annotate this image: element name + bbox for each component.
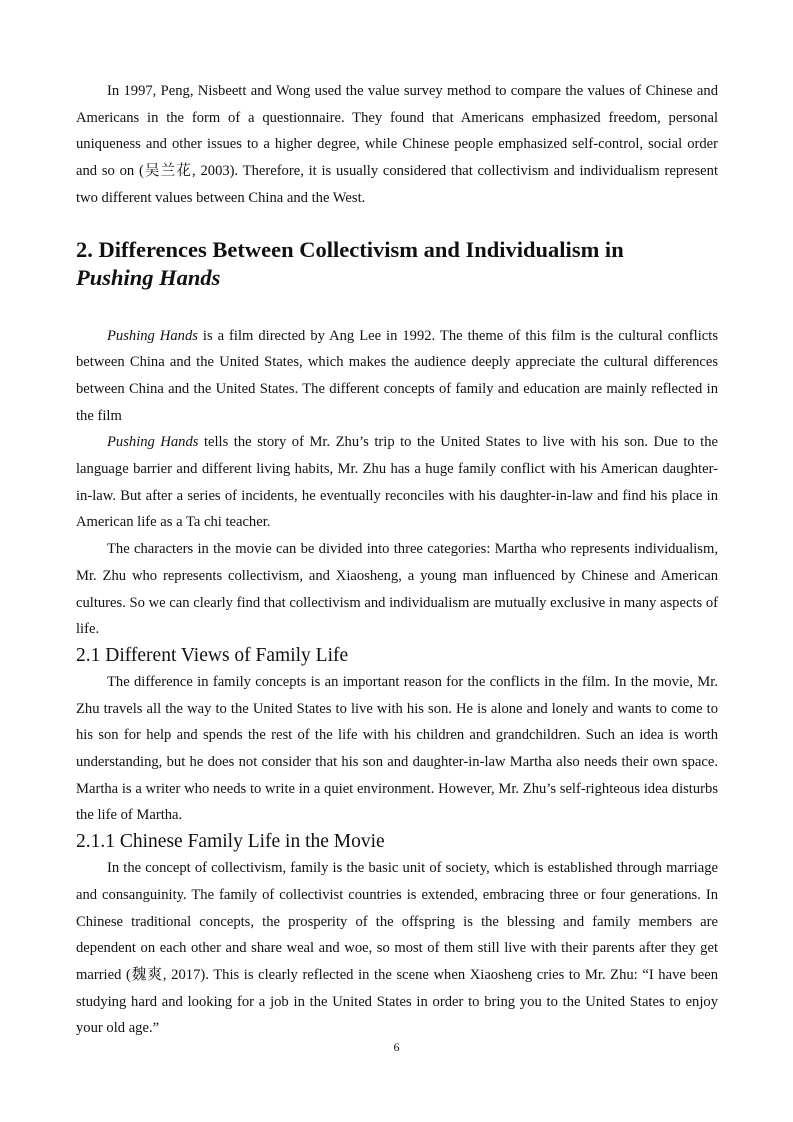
paragraph-values-survey: In 1997, Peng, Nisbeett and Wong used the value survey method to compare the values of Chinese and Americans in the form of a questionnaire. They found that Americans emphasized freedom, personal uniqueness and other issues to a higher degree, while Chinese people emphasized self-control, social order and so on (吴兰花, 2003). Therefore, it is usually considered that collectivism and individualism represent two different values between China and the West. [76,83,718,206]
paragraph-family-concepts: The difference in family concepts is an important reason for the conflicts in the film. In the movie, Mr. Zhu travels all the way to the United States to live with his son. He is alone and lonely and wants to come to his son for help and spends the rest of the life with his children and grandchildren. Such an idea is worth understanding, but he does not consider that his son and daughter-in-law Martha also needs their own space. Martha is a writer who needs to write in a quiet environment. However, Mr. Zhu’s self-righteous idea disturbs the life of Martha. [76,673,718,824]
section-heading-2-film-title: Pushing Hands [76,264,221,290]
section-heading-2-text: 2. Differences Between Collectivism and Individualism in [76,236,624,262]
film-title: Pushing Hands [107,327,198,344]
section-heading-2 [76,236,718,292]
paragraph-film-intro-text: is a film directed by Ang Lee in 1992. The theme of this film is the cultural conflicts between China and the United States, which makes the audience deeply appreciate the cultural differences between China and the United States. The different concepts of family and education are mainly reflected in the film [76,327,718,424]
paragraph-characters: The characters in the movie can be divided into three categories: Martha who represents individualism, Mr. Zhu who represents collectivism, and Xiaosheng, a young man influenced by Chinese and American cultures. So we can clearly find that collectivism and individualism are mutually exclusive in many aspects of life. [76,541,718,638]
paragraph-film-intro [76,323,718,430]
spacer [76,292,718,323]
page-number: 6 [393,1040,400,1054]
film-title: Pushing Hands [107,434,199,451]
page-body [76,78,718,1042]
paragraph-film-story [76,429,718,536]
paragraph-film-story-text: tells the story of Mr. Zhu’s trip to the United States to live with his son. Due to the language barrier and different living habits, Mr. Zhu has a huge family conflict with his American daughter-in-law. But after a series of incidents, he eventually reconciles with his daughter-in-law and find his place in American life as a Ta chi teacher. [76,434,719,531]
subsection-heading-2-1: 2.1 Different Views of Family Life [76,644,349,666]
paragraph-chinese-family: In the concept of collectivism, family is the basic unit of society, which is established through marriage and consanguinity. The family of collectivist countries is extended, embracing three or four generations. In Chinese traditional concepts, the prosperity of the offspring is the blessing and family members are dependent on each other and share weal and woe, so most of them still live with their parents after they get married (魏爽, 2017). This is clearly reflected in the scene when Xiaosheng cries to Mr. Zhu: “I have been studying hard and looking for a job in the United States in order to bring you to the United States to enjoy your old age.” [76,860,718,1037]
spacer [76,212,718,236]
subsection-heading-2-1-1: 2.1.1 Chinese Family Life in the Movie [76,831,385,853]
